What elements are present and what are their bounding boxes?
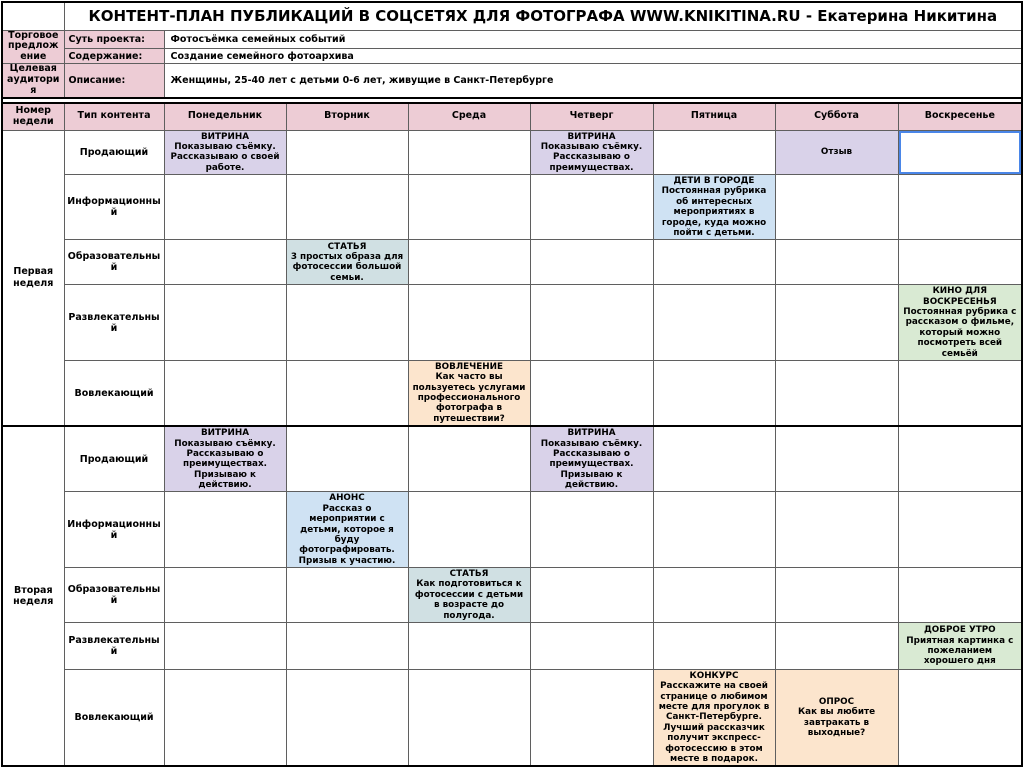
table-cell[interactable] bbox=[530, 622, 653, 669]
table-cell[interactable] bbox=[164, 669, 286, 766]
table-cell[interactable] bbox=[286, 669, 408, 766]
table-cell[interactable] bbox=[408, 285, 530, 361]
table-cell[interactable] bbox=[653, 285, 775, 361]
table-cell[interactable] bbox=[653, 426, 775, 492]
table-cell[interactable] bbox=[164, 492, 286, 568]
cell-w2-thu-vitrina[interactable] bbox=[530, 426, 653, 492]
row-type-entertaining: Развлекательный bbox=[64, 285, 164, 361]
cell-w1-thu-vitrina[interactable] bbox=[530, 130, 653, 175]
table-cell[interactable] bbox=[164, 240, 286, 285]
cell-w1-wed-engagement[interactable] bbox=[408, 360, 530, 426]
table-cell[interactable] bbox=[530, 175, 653, 240]
header-day-monday: Понедельник bbox=[164, 103, 286, 130]
table-cell[interactable] bbox=[530, 240, 653, 285]
table-cell[interactable] bbox=[653, 492, 775, 568]
cell-title: ВИТРИНА bbox=[567, 428, 616, 439]
page-title[interactable]: КОНТЕНТ-ПЛАН ПУБЛИКАЦИЙ В СОЦСЕТЯХ ДЛЯ ФОТОГРАФА WWW.KNIKITINA.RU - Екатерина Никитина bbox=[64, 2, 1022, 30]
info-label-content: Содержание: bbox=[64, 49, 164, 64]
info-value-description[interactable]: Женщины, 25-40 лет с детьми 0-6 лет, живущие в Санкт-Петербурге bbox=[164, 64, 1022, 98]
cell-title: ДЕТИ В ГОРОДЕ bbox=[673, 176, 755, 187]
table-cell[interactable] bbox=[653, 622, 775, 669]
table-cell[interactable] bbox=[286, 130, 408, 175]
cell-w1-fri-kids-in-city[interactable] bbox=[653, 175, 775, 240]
table-cell[interactable] bbox=[286, 360, 408, 426]
table-cell[interactable] bbox=[898, 175, 1022, 240]
week-label-1: Первая неделя bbox=[2, 130, 64, 426]
header-day-wednesday: Среда bbox=[408, 103, 530, 130]
info-group-offer: Торговое предложение bbox=[2, 30, 64, 64]
selected-cell[interactable] bbox=[898, 130, 1022, 175]
table-cell[interactable] bbox=[408, 622, 530, 669]
info-value-essence[interactable]: Фотосъёмка семейных событий bbox=[164, 30, 1022, 49]
table-cell[interactable] bbox=[530, 568, 653, 623]
table-cell[interactable] bbox=[530, 492, 653, 568]
row-type-selling: Продающий bbox=[64, 130, 164, 175]
header-day-friday: Пятница bbox=[653, 103, 775, 130]
table-cell[interactable] bbox=[898, 568, 1022, 623]
row-type-engaging: Вовлекающий bbox=[64, 669, 164, 766]
table-cell[interactable] bbox=[164, 285, 286, 361]
table-cell[interactable] bbox=[408, 130, 530, 175]
corner-cell[interactable] bbox=[2, 2, 64, 30]
content-plan-spreadsheet bbox=[1, 1, 1023, 767]
cell-w1-tue-article[interactable] bbox=[286, 240, 408, 285]
table-cell[interactable] bbox=[408, 175, 530, 240]
cell-title: СТАТЬЯ bbox=[449, 569, 489, 580]
cell-w1-mon-vitrina[interactable] bbox=[164, 130, 286, 175]
cell-text: Как часто вы пользуетесь услугами профессионального фотографа в путешествии? bbox=[412, 372, 526, 424]
cell-w2-mon-vitrina[interactable] bbox=[164, 426, 286, 492]
cell-title: СТАТЬЯ bbox=[327, 241, 367, 252]
info-group-audience: Целевая аудитория bbox=[2, 64, 64, 98]
table-cell[interactable] bbox=[530, 360, 653, 426]
cell-text: 3 простых образа для фотосессии большой семьи. bbox=[290, 251, 404, 283]
table-cell[interactable] bbox=[898, 669, 1022, 766]
table-cell[interactable] bbox=[775, 568, 898, 623]
cell-text: Расскажите на своей странице о любимом месте для прогулок в Санкт-Петербурге. Лучший рассказчик получит экспресс-фотосессию в этом месте в подарок. bbox=[658, 681, 770, 764]
table-cell[interactable] bbox=[775, 240, 898, 285]
cell-text: Как вы любите завтракать в выходные? bbox=[797, 707, 876, 738]
cell-w2-sun-good-morning[interactable] bbox=[898, 622, 1022, 669]
cell-title: ДОБРОЕ УТРО bbox=[923, 625, 996, 636]
week-label-2: Вторая неделя bbox=[2, 426, 64, 766]
table-cell[interactable] bbox=[898, 240, 1022, 285]
table-cell[interactable] bbox=[164, 568, 286, 623]
row-type-selling: Продающий bbox=[64, 426, 164, 492]
table-cell[interactable] bbox=[775, 622, 898, 669]
table-cell[interactable] bbox=[408, 426, 530, 492]
cell-title: ВИТРИНА bbox=[200, 428, 250, 439]
table-cell[interactable] bbox=[775, 360, 898, 426]
cell-title: ОПРОС bbox=[818, 696, 855, 707]
cell-w2-tue-announcement[interactable] bbox=[286, 492, 408, 568]
table-cell[interactable] bbox=[775, 285, 898, 361]
cell-w1-sun-movie[interactable] bbox=[898, 285, 1022, 361]
row-type-educational: Образовательный bbox=[64, 568, 164, 623]
table-cell[interactable] bbox=[530, 285, 653, 361]
table-cell[interactable] bbox=[408, 240, 530, 285]
cell-title: КОНКУРС bbox=[689, 670, 739, 681]
table-cell[interactable] bbox=[775, 426, 898, 492]
row-type-engaging: Вовлекающий bbox=[64, 360, 164, 426]
table-cell[interactable] bbox=[653, 360, 775, 426]
info-value-content[interactable]: Создание семейного фотоархива bbox=[164, 49, 1022, 64]
row-type-entertaining: Развлекательный bbox=[64, 622, 164, 669]
table-cell[interactable] bbox=[775, 492, 898, 568]
header-day-tuesday: Вторник bbox=[286, 103, 408, 130]
cell-title: Отзыв bbox=[820, 147, 853, 158]
row-type-educational: Образовательный bbox=[64, 240, 164, 285]
row-type-informational: Информационный bbox=[64, 175, 164, 240]
cell-text: Постоянная рубрика об интересных мероприятиях в городе, куда можно пойти с детьми. bbox=[661, 186, 767, 238]
cell-text: Показываю съёмку. Рассказываю о преимуществах. Призываю к действию. bbox=[540, 438, 643, 491]
cell-w2-sat-poll[interactable] bbox=[775, 669, 898, 766]
table-cell[interactable] bbox=[408, 669, 530, 766]
cell-w1-sat-review[interactable] bbox=[775, 130, 898, 175]
info-label-essence: Суть проекта: bbox=[64, 30, 164, 49]
table-cell[interactable] bbox=[653, 130, 775, 175]
table-cell[interactable] bbox=[530, 669, 653, 766]
table-cell[interactable] bbox=[286, 622, 408, 669]
table-cell[interactable] bbox=[286, 568, 408, 623]
table-cell[interactable] bbox=[286, 175, 408, 240]
cell-text: Показываю съёмку. Рассказываю о преимуществах. Призываю к действию. bbox=[174, 438, 276, 491]
table-cell[interactable] bbox=[286, 426, 408, 492]
info-label-description: Описание: bbox=[64, 64, 164, 98]
cell-w2-fri-contest[interactable] bbox=[653, 669, 775, 766]
cell-text: Рассказ о мероприятии с детьми, которое я буду фотографировать. Призыв к участию. bbox=[298, 503, 396, 566]
table-cell[interactable] bbox=[164, 175, 286, 240]
cell-text: Показываю съёмку. Рассказываю о своей работе. bbox=[170, 141, 280, 173]
header-day-saturday: Суббота bbox=[775, 103, 898, 130]
cell-title: ВИТРИНА bbox=[200, 131, 250, 142]
table-cell[interactable] bbox=[775, 175, 898, 240]
header-day-thursday: Четверг bbox=[530, 103, 653, 130]
cell-text: Постоянная рубрика с рассказом о фильме, который можно посмотреть всей семьёй bbox=[903, 307, 1017, 359]
cell-text: Как подготовиться к фотосессии с детьми в возрасте до полугода. bbox=[414, 579, 524, 621]
table-cell[interactable] bbox=[164, 360, 286, 426]
table-cell[interactable] bbox=[898, 360, 1022, 426]
table-cell[interactable] bbox=[653, 240, 775, 285]
table-cell[interactable] bbox=[164, 622, 286, 669]
header-content-type: Тип контента bbox=[64, 103, 164, 130]
table-cell[interactable] bbox=[898, 492, 1022, 568]
table-cell[interactable] bbox=[286, 285, 408, 361]
header-week-number: Номер недели bbox=[2, 103, 64, 130]
cell-title: ВИТРИНА bbox=[567, 131, 616, 142]
cell-text: Приятная картинка с пожеланием хорошего дня bbox=[906, 635, 1014, 667]
cell-title: ВОВЛЕЧЕНИЕ bbox=[434, 361, 504, 372]
table-cell[interactable] bbox=[898, 426, 1022, 492]
table-cell[interactable] bbox=[408, 492, 530, 568]
row-type-informational: Информационный bbox=[64, 492, 164, 568]
cell-text: Показываю съёмку. Рассказываю о преимуществах. bbox=[540, 141, 643, 173]
cell-title: АНОНС bbox=[329, 493, 365, 504]
header-day-sunday: Воскресенье bbox=[898, 103, 1022, 130]
cell-title: КИНО ДЛЯ ВОСКРЕСЕНЬЯ bbox=[923, 286, 997, 307]
cell-w2-wed-article[interactable] bbox=[408, 568, 530, 623]
table-cell[interactable] bbox=[653, 568, 775, 623]
